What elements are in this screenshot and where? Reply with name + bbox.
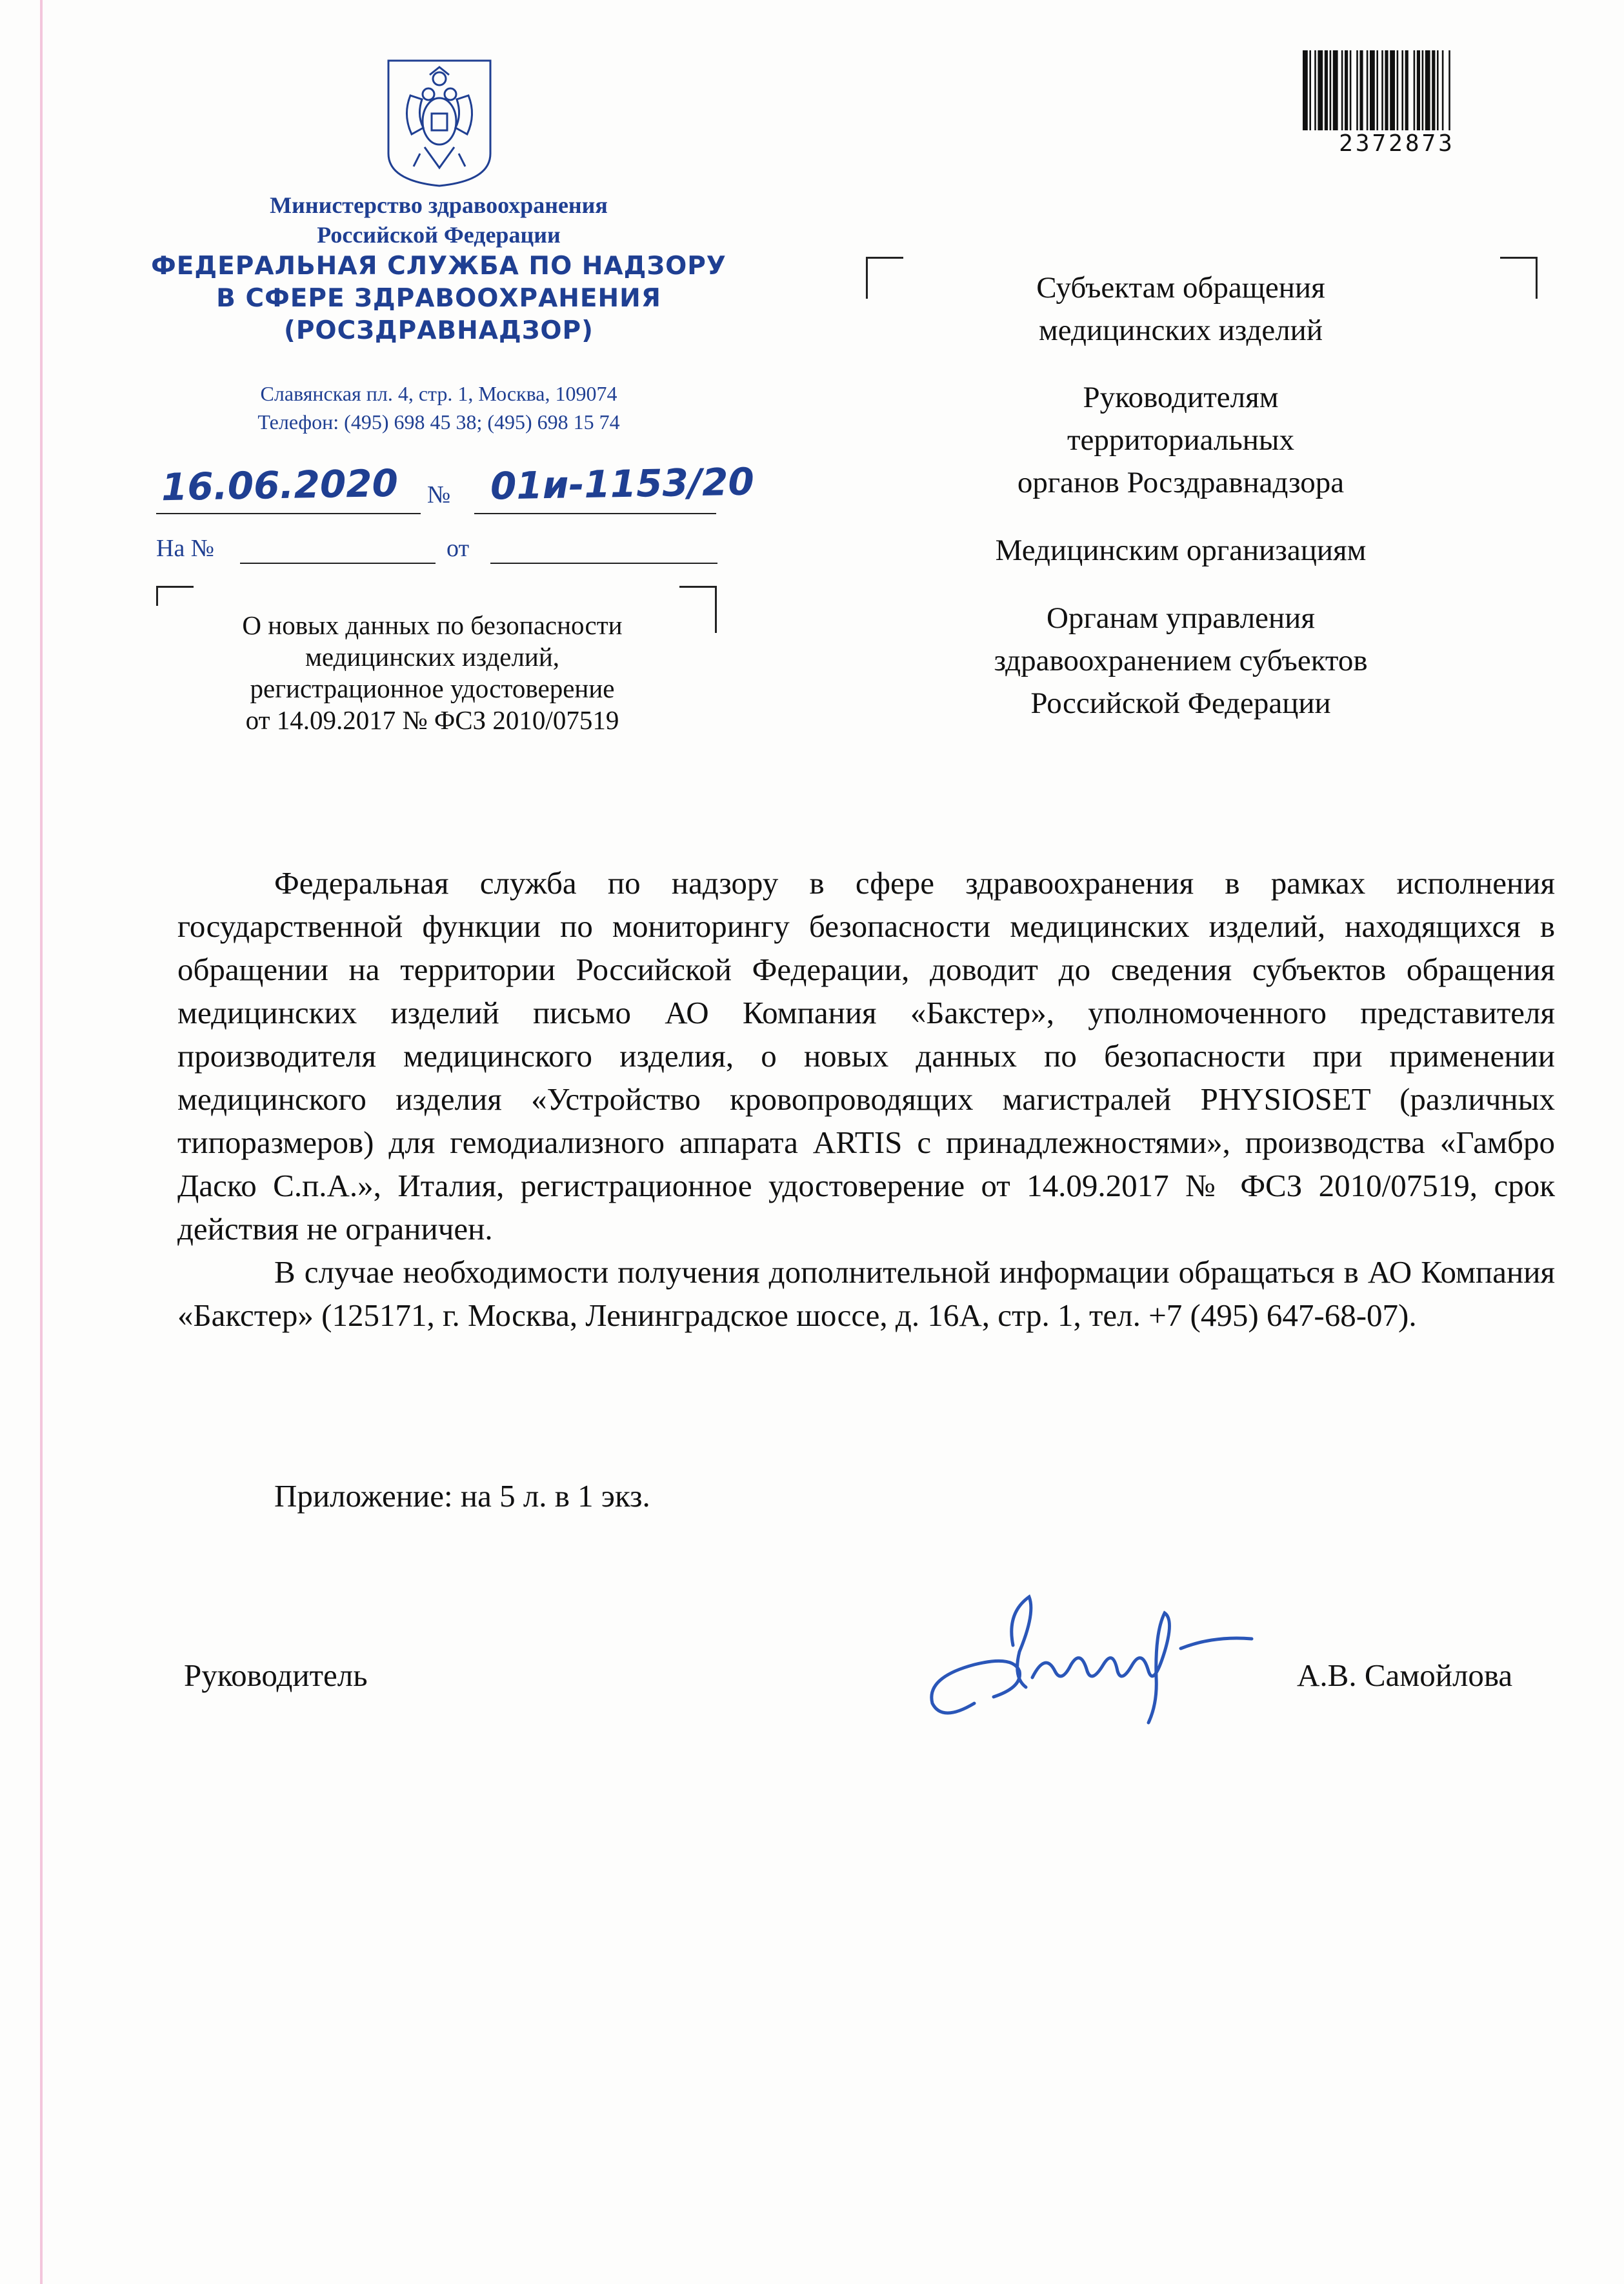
barcode-bar [1422,50,1424,130]
barcode-bar [1442,50,1444,130]
barcode-bar [1367,50,1368,130]
service-name [135,250,742,347]
barcode-number: 2372873 [1339,130,1455,157]
barcode-bar [1376,50,1378,130]
subject-corner-left [156,586,194,606]
barcode-bar [1333,50,1338,130]
barcode-bar [1397,50,1399,130]
signer-name: А.В. Самойлова [1297,1658,1513,1693]
body-paragraph-2: В случае необходимости получения дополнительной информации обращаться в АО Компания «Бакстер» (125171, г. Москва, Ленинградское шоссе, д. 16А, стр. 1, тел. +7 (495) 647-68-07). [177,1254,1555,1333]
barcode-bar [1370,50,1375,130]
barcode-bar [1341,50,1343,130]
barcode-bar [1405,50,1408,130]
registration-date: 16.06.2020 [161,461,399,510]
subject-line: О новых данных по безопасности [242,610,623,640]
recipient-line: Медицинским организациям [995,534,1367,567]
barcode-image [1300,50,1494,134]
subject-corner-right [679,586,717,633]
recipient-line: органов Росздравнадзора [1017,466,1345,499]
barcode-bar [1303,50,1308,130]
recipient-line: территориальных [1067,423,1295,457]
number-underline [474,513,716,514]
ministry-line-1: Министерство здравоохранения [270,192,608,218]
reply-to-underline [240,563,436,564]
recipient-group-3 [858,529,1503,572]
barcode-bar [1345,50,1348,130]
service-phone: Телефон: (495) 698 45 38; (495) 698 15 74 [257,410,620,434]
signer-title: Руководитель [184,1658,368,1693]
reply-to-label: На № [156,535,215,562]
barcode-bar [1350,50,1352,130]
recipient-group-2 [858,376,1503,504]
registration-number-sign: № [427,481,451,508]
recipient-line: Субъектам обращения [1036,271,1325,305]
recipient-group-1 [858,266,1503,352]
barcode-bar [1309,50,1311,130]
barcode-bar [1385,50,1388,130]
barcode-bar [1381,50,1383,130]
ministry-name [194,190,684,250]
recipient-group-4 [858,597,1503,725]
service-contacts [194,379,684,436]
registration-number: 01и-1153/20 [490,459,755,508]
subject-line: от 14.09.2017 № ФСЗ 2010/07519 [245,705,619,735]
service-line-3: (РОСЗДРАВНАДЗОР) [284,316,594,345]
recipient-line: медицинских изделий [1038,314,1323,347]
recipient-line: Российской Федерации [1030,686,1331,720]
recipient-corner-right [1500,257,1538,299]
service-line-1: ФЕДЕРАЛЬНАЯ СЛУЖБА ПО НАДЗОРУ [151,252,727,281]
service-address: Славянская пл. 4, стр. 1, Москва, 109074 [260,382,617,405]
coat-of-arms-icon [385,57,494,189]
barcode-bar [1401,50,1403,130]
barcode-bar [1449,50,1450,130]
subject-line: медицинских изделий, [305,642,560,672]
subject-line: регистрационное удостоверение [250,674,615,703]
barcode-bar [1417,50,1420,130]
from-label: от [446,535,470,562]
barcode-bar [1425,50,1430,130]
barcode-bar [1314,50,1316,130]
body-paragraph-1: Федеральная служба по надзору в сфере здравоохранения в рамках исполнения государственной функции по мониторингу безопасности медицинских изделий, находящихся в обращении на территории Российской Федерации, доводит до сведения субъектов обращения медицинских изделий письмо АО Компания «Бакстер», уполномоченного представителя производителя медицинского изделия, о новых данных по безопасности при применении медицинского изделия «Устройство кровопроводящих магистралей PHYSIOSET (различных типоразмеров) для гемодиализного аппарата ARTIS с принадлежностями», производства «Гамбро Даско С.п.А.», Италия, регистрационное удостоверение от 14.09.2017 № ФСЗ 2010/07519, срок действия не ограничен. [177,865,1555,1247]
letter-subject [187,610,677,736]
barcode-bar [1330,50,1332,130]
recipient-line: здравоохранением субъектов [994,644,1368,677]
date-underline [156,513,421,514]
barcode-bar [1359,50,1363,130]
recipient-line: Органам управления [1047,601,1315,635]
barcode-bar [1356,50,1358,130]
barcode-bar [1325,50,1328,130]
ministry-line-2: Российской Федерации [317,222,561,248]
barcode-bar [1437,50,1439,130]
service-line-2: В СФЕРЕ ЗДРАВООХРАНЕНИЯ [216,284,661,313]
barcode-bar [1432,50,1435,130]
page-margin-line [40,0,43,2284]
barcode-bar [1414,50,1416,130]
recipient-line: Руководителям [1083,381,1279,414]
barcode-bar [1318,50,1323,130]
handwritten-signature [916,1574,1278,1742]
attachment-note: Приложение: на 5 л. в 1 экз. [274,1478,650,1514]
letter-body [177,861,1555,1337]
from-underline [490,563,717,564]
barcode-bar [1390,50,1395,130]
